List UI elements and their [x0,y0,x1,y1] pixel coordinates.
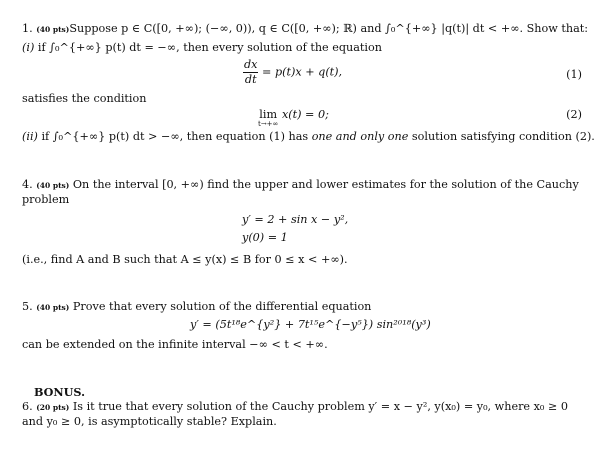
fraction-denominator: dt [244,73,257,86]
problem-4-note: (i.e., find A and B such that A ≤ y(x) ≤ B for 0 ≤ x < +∞). [22,253,348,266]
fraction-numerator: dx [244,58,258,71]
derivative-fraction [243,58,258,87]
satisfies-condition-text: satisfies the condition [22,92,147,105]
problem-1-points: (40 pts) [36,25,70,34]
problem-4-number: 4. [22,178,33,191]
part-ii-emphasis: one and only one [311,130,409,143]
bonus-text: Is it true that every solution of the Cauchy problem y′ = x − y², y(x₀) = y₀, where x₀ ≥ 0 [72,400,568,413]
equation-2-label: (2) [566,108,582,121]
problem-1-number: 1. [22,22,33,35]
limit-word: lim [259,108,278,121]
part-ii-text-a: if ∫₀^{+∞} p(t) dt > −∞, then equation (1) has [41,130,309,143]
equation-2 [258,108,329,129]
limit-subscript: t→+∞ [258,120,279,128]
problem-5-number: 5. [22,300,33,313]
equation-2-rhs: x(t) = 0; [281,108,329,121]
problem-1-part-i [22,41,382,55]
problem-1-text: Suppose p ∈ C([0, +∞); (−∞, 0)), q ∈ C([0, +∞); ℝ) and ∫₀^{+∞} |q(t)| dt < +∞. Show that: [69,22,589,35]
problem-4-points: (40 pts) [36,181,70,190]
problem-5-equation: y′ = (5t¹⁸e^{y²} + 7t¹⁵e^{−y⁵}) sin²⁰¹⁸(y³) [190,318,431,331]
problem-5-text-cont: can be extended on the infinite interval −∞ < t < +∞. [22,338,328,351]
bonus-points: (20 pts) [36,403,70,412]
bonus-number: 6. [22,400,33,413]
cauchy-equation: y′ = 2 + sin x − y², [242,213,349,226]
equation-1-rhs: = p(t)x + q(t), [262,65,343,79]
bonus-heading: BONUS. [34,385,85,399]
part-i-label: (i) [22,41,35,54]
limit-operator [258,108,278,129]
problem-4-text-cont: problem [22,193,70,206]
problem-4-text: On the interval [0, +∞) find the upper and lower estimates for the solution of the Cauchy [72,178,579,191]
equation-1 [243,58,342,87]
bonus-statement [22,400,568,414]
part-ii-text-b: solution satisfying condition (2). [411,130,595,143]
cauchy-initial-condition: y(0) = 1 [242,231,288,244]
part-i-text: if ∫₀^{+∞} p(t) dt = −∞, then every solution of the equation [37,41,382,54]
problem-5-points: (40 pts) [36,303,70,312]
bonus-text-cont: and y₀ ≥ 0, is asymptotically stable? Explain. [22,415,277,428]
part-ii-label: (ii) [22,130,38,143]
problem-1-statement [22,22,588,36]
problem-1-part-ii [22,130,595,144]
problem-5-text: Prove that every solution of the differential equation [72,300,372,313]
equation-1-label: (1) [566,68,582,81]
problem-5-statement [22,300,371,314]
problem-4-statement [22,178,579,192]
